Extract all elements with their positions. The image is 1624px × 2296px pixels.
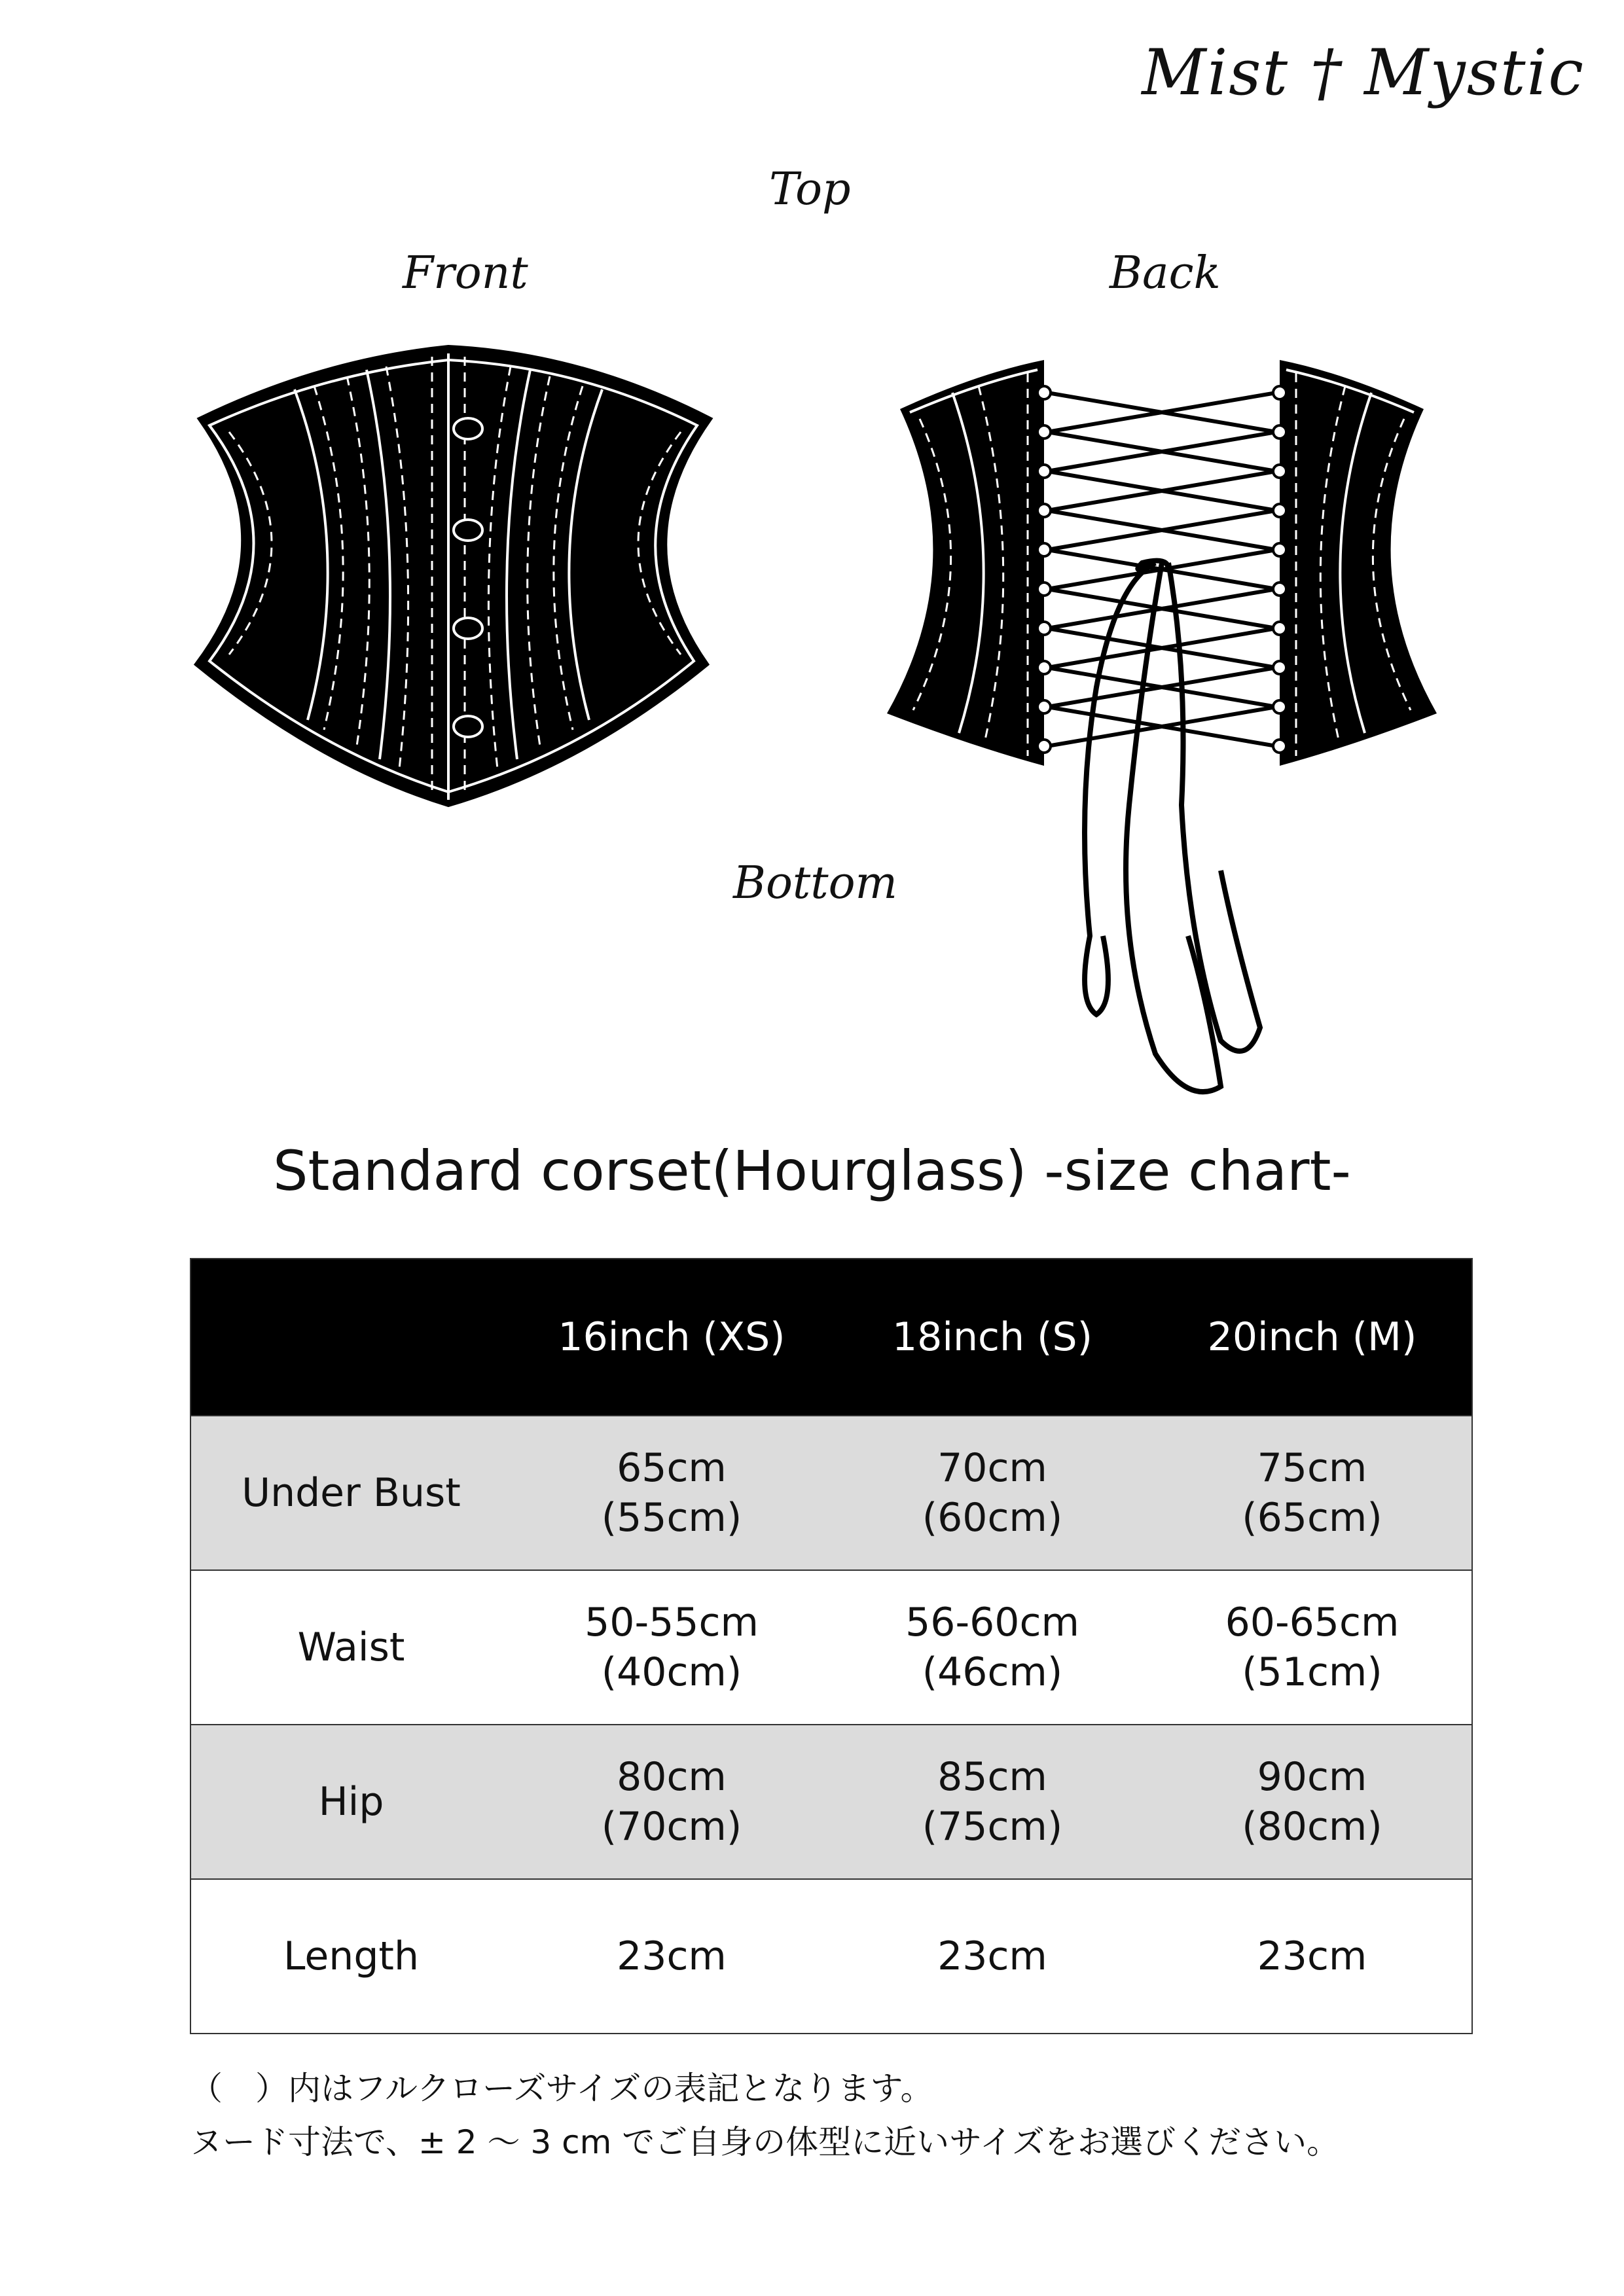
table-cell (1153, 1725, 1472, 1879)
cell-value: 70cm (937, 1445, 1047, 1491)
cell-fullclose-value: (75cm) (922, 1804, 1063, 1850)
table-row-hip (190, 1725, 1472, 1879)
cell-value: 75cm (1257, 1445, 1367, 1491)
table-cell (511, 1879, 832, 2034)
table-header-corner (190, 1259, 511, 1416)
cell-value: 80cm (617, 1754, 727, 1800)
row-label: Length (190, 1879, 511, 2034)
corset-back-illustration (880, 347, 1443, 1119)
note-nude-measurement: ヌード寸法で、± 2 〜 3 cm でご自身の体型に近いサイズをお選びください。 (190, 2123, 1340, 2161)
diagram-label-top: Top (769, 164, 851, 215)
cell-value: 85cm (937, 1754, 1047, 1800)
table-cell (511, 1725, 832, 1879)
diagram-label-bottom: Bottom (733, 857, 897, 909)
table-header-xs: 16inch (XS) (558, 1314, 785, 1360)
size-chart-title: Standard corset(Hourglass) -size chart- (273, 1139, 1351, 1203)
cell-value: 56-60cm (905, 1600, 1079, 1645)
size-chart-table (190, 1258, 1473, 2034)
cell-fullclose-value: (46cm) (922, 1649, 1063, 1695)
table-cell (832, 1725, 1153, 1879)
cell-fullclose-value: (51cm) (1242, 1649, 1382, 1695)
table-header-s: 18inch (S) (892, 1314, 1093, 1360)
note-fullclose: （ ）内はフルクローズサイズの表記となります。 (190, 2070, 933, 2108)
row-label: Under Bust (190, 1416, 511, 1570)
table-cell (832, 1570, 1153, 1725)
table-cell (511, 1570, 832, 1725)
row-label: Waist (190, 1570, 511, 1725)
cell-value: 60-65cm (1225, 1600, 1399, 1645)
cell-value: 23cm (937, 1933, 1047, 1979)
cell-value: 65cm (617, 1445, 727, 1491)
table-cell (511, 1416, 832, 1570)
table-row-length (190, 1879, 1472, 2034)
table-cell (832, 1416, 1153, 1570)
cell-fullclose-value: (40cm) (601, 1649, 742, 1695)
corset-front-illustration (190, 334, 720, 825)
cell-value: 23cm (1257, 1933, 1367, 1979)
cell-value: 90cm (1257, 1754, 1367, 1800)
brand-logo: Mist † Mystic (1142, 36, 1585, 109)
table-cell (1153, 1416, 1472, 1570)
diagram-label-front: Front (403, 247, 528, 299)
cell-fullclose-value: (65cm) (1242, 1495, 1382, 1541)
table-cell (832, 1879, 1153, 2034)
row-label: Hip (190, 1725, 511, 1879)
cell-fullclose-value: (60cm) (922, 1495, 1063, 1541)
table-cell (1153, 1570, 1472, 1725)
cell-fullclose-value: (55cm) (601, 1495, 742, 1541)
table-header-m: 20inch (M) (1207, 1314, 1417, 1360)
size-notes (190, 2062, 1339, 2169)
table-cell (1153, 1879, 1472, 2034)
cell-fullclose-value: (70cm) (601, 1804, 742, 1850)
table-row-waist (190, 1570, 1472, 1725)
cell-value: 23cm (617, 1933, 727, 1979)
table-row-under-bust (190, 1416, 1472, 1570)
diagram-label-back: Back (1110, 247, 1221, 299)
table-header-row (190, 1259, 1472, 1416)
cell-fullclose-value: (80cm) (1242, 1804, 1382, 1850)
cell-value: 50-55cm (585, 1600, 759, 1645)
